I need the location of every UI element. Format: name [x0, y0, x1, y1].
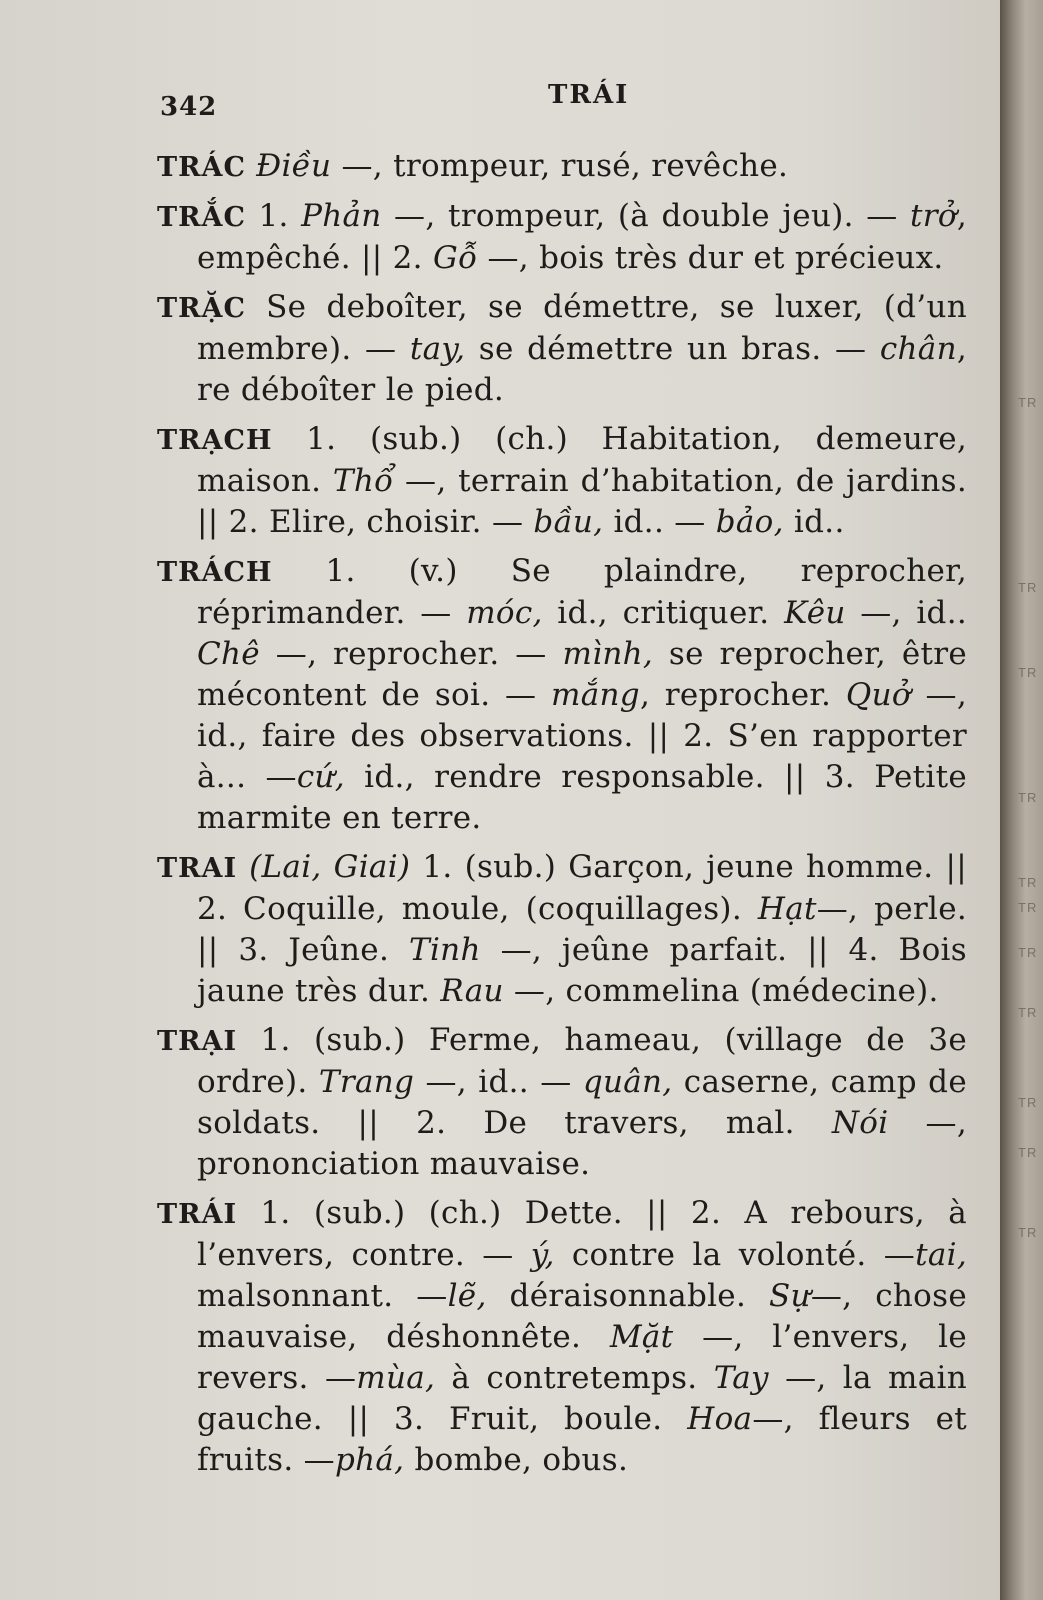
entry-definition-text: —, bois très dur et précieux. — [477, 240, 944, 276]
entry-definition-text: —, la main gauche. || 3. Fruit, boule. — [197, 1360, 967, 1437]
entries-list — [157, 146, 967, 1489]
entry-definition-text: 1. (sub.) Garçon, jeune homme. || 2. Coquille, moule, (coquillages). — [197, 849, 967, 927]
entry-example-term: bầu, — [533, 504, 604, 540]
entry-definition-text: —, perle. || 3. Jeûne. — [197, 891, 967, 968]
entry-example-term: mắng — [551, 677, 640, 713]
entry-headword: TRAI — [157, 853, 238, 884]
entry-definition-text: contre la volonté. — — [554, 1237, 916, 1273]
entry-definition-text: —, trompeur, rusé, revêche. — [331, 148, 789, 184]
dictionary-entry — [157, 196, 967, 279]
entry-definition-text: , re déboîter le pied. — [197, 331, 967, 408]
entry-example-term: Hạt — [757, 891, 817, 927]
entry-example-term: tay, — [409, 331, 466, 367]
entry-example-term: Mặt — [609, 1319, 674, 1355]
entry-definition-text: 1. (v.) Se plaindre, reprocher, réprimander. — — [197, 553, 968, 631]
entry-example-term: Gỗ — [433, 240, 478, 276]
running-head: TRÁI — [548, 80, 630, 110]
entry-definition-text: —, terrain d’habitation, de jardins. || 2. Elire, choisir. — — [197, 463, 967, 540]
edge-tab-label: TR — [1018, 790, 1038, 805]
entry-example-term: Chê — [197, 636, 260, 672]
entry-headword: TRẶC — [157, 293, 246, 324]
entry-example-term: Tay — [713, 1360, 769, 1396]
entry-definition-text: id., critiquer. — [542, 595, 785, 631]
entry-example-term: (Lai, Giai) — [249, 849, 411, 885]
entry-definition-text: , empêché. || 2. — [197, 198, 967, 276]
entry-definition-text: id., rendre responsable. || 3. Petite marmite en terre. — [197, 759, 967, 836]
entry-example-term: Kêu — [784, 595, 846, 631]
entry-example-term: Điều — [256, 148, 332, 184]
entry-definition-text: Se deboîter, se démettre, se luxer, (d’un membre). — — [197, 289, 967, 367]
edge-tab-label: TR — [1018, 395, 1038, 410]
edge-tab-label: TR — [1018, 1145, 1038, 1160]
entry-definition-text: —, jeûne parfait. || 4. Bois jaune très dur. — [197, 932, 967, 1009]
entry-definition-text: malsonnant. — — [197, 1278, 448, 1314]
dictionary-entry — [157, 287, 967, 411]
entry-headword: TRÁI — [157, 1199, 238, 1230]
entry-definition-text: 1. — [258, 198, 302, 234]
edge-tab-label: TR — [1018, 665, 1038, 680]
entry-headword: TRẠI — [157, 1026, 238, 1057]
edge-tab-label: TR — [1018, 900, 1038, 915]
entry-definition-text: caserne, camp de soldats. || 2. De travers, mal. — [197, 1064, 967, 1141]
entry-definition-text: à contretemps. — [435, 1360, 714, 1396]
entry-headword: TRÁCH — [157, 557, 273, 588]
entry-example-term: mình, — [562, 636, 654, 672]
entry-example-term: Phản — [301, 198, 382, 234]
dictionary-entry — [157, 551, 967, 839]
entry-example-term: Hoa — [687, 1401, 753, 1437]
dictionary-entry — [157, 419, 967, 543]
entry-example-term: quân, — [582, 1064, 673, 1100]
entry-definition-text: 1. (sub.) (ch.) Habitation, demeure, maison. — [197, 421, 967, 499]
entry-definition-text: id.. — [783, 504, 845, 540]
edge-tab-label: TR — [1018, 875, 1038, 890]
page-number: 342 — [160, 92, 218, 122]
entry-definition-text: —, fleurs et fruits. — — [197, 1401, 967, 1478]
entry-example-term: Tinh — [408, 932, 481, 968]
entry-definition-text: bombe, obus. — [404, 1442, 629, 1478]
entry-example-term: Quở — [845, 677, 911, 713]
dictionary-entry — [157, 146, 967, 188]
entry-example-term: ý, — [530, 1237, 555, 1273]
entry-example-term: Nói — [831, 1105, 889, 1141]
entry-definition-text: —, l’envers, le revers. — — [197, 1319, 967, 1396]
entry-example-term: tai, — [915, 1237, 967, 1273]
entry-definition-text: —, commelina (médecine). — [503, 973, 939, 1009]
entry-definition-text: —, prononciation mauvaise. — [197, 1105, 967, 1182]
entry-definition-text: , reprocher. — [639, 677, 846, 713]
entry-example-term: bảo, — [715, 504, 784, 540]
entry-example-term: móc, — [466, 595, 543, 631]
entry-definition-text: —, trompeur, (à double jeu). — — [381, 198, 910, 234]
dictionary-entry — [157, 847, 967, 1012]
entry-example-term: phá, — [334, 1442, 405, 1478]
entry-example-term: mùa, — [356, 1360, 436, 1396]
entry-example-term: trở — [910, 198, 957, 234]
entry-example-term: chân — [879, 331, 957, 367]
entry-headword: TRẮC — [157, 202, 246, 233]
entry-example-term: lẽ, — [447, 1278, 487, 1314]
entry-definition-text: 1. (sub.) Ferme, hameau, (village de 3e ordre). — [197, 1022, 967, 1100]
entry-definition-text: —, id.. — — [414, 1064, 583, 1100]
entry-headword: TRẠCH — [157, 425, 273, 456]
entry-example-term: Rau — [440, 973, 504, 1009]
edge-tab-label: TR — [1018, 580, 1038, 595]
edge-tab-label: TR — [1018, 1095, 1038, 1110]
entry-definition-text: —, id., faire des observations. || 2. S’en rapporter à... — — [197, 677, 968, 795]
dictionary-entry — [157, 1020, 967, 1185]
entry-definition-text: —, reprocher. — — [259, 636, 563, 672]
entry-definition-text: se démettre un bras. — — [465, 331, 880, 367]
edge-tab-label: TR — [1018, 1225, 1038, 1240]
entry-headword: TRÁC — [157, 152, 246, 183]
edge-tab-label: TR — [1018, 1005, 1038, 1020]
entry-example-term: Sự — [769, 1278, 811, 1314]
entry-example-term: Trang — [318, 1064, 415, 1100]
entry-definition-text: —, chose mauvaise, déshonnête. — [197, 1278, 967, 1355]
entry-definition-text: se reprocher, être mécontent de soi. — — [197, 636, 967, 713]
entry-example-term: cứ, — [296, 759, 345, 795]
edge-tab-label: TR — [1018, 945, 1038, 960]
entry-definition-text: —, id.. — [845, 595, 967, 631]
entry-definition-text: 1. (sub.) (ch.) Dette. || 2. A rebours, à l’envers, contre. — — [197, 1195, 968, 1273]
dictionary-entry — [157, 1193, 967, 1481]
entry-definition-text: id.. — — [603, 504, 716, 540]
entry-example-term: Thổ — [332, 463, 394, 499]
entry-definition-text: déraisonnable. — [486, 1278, 770, 1314]
